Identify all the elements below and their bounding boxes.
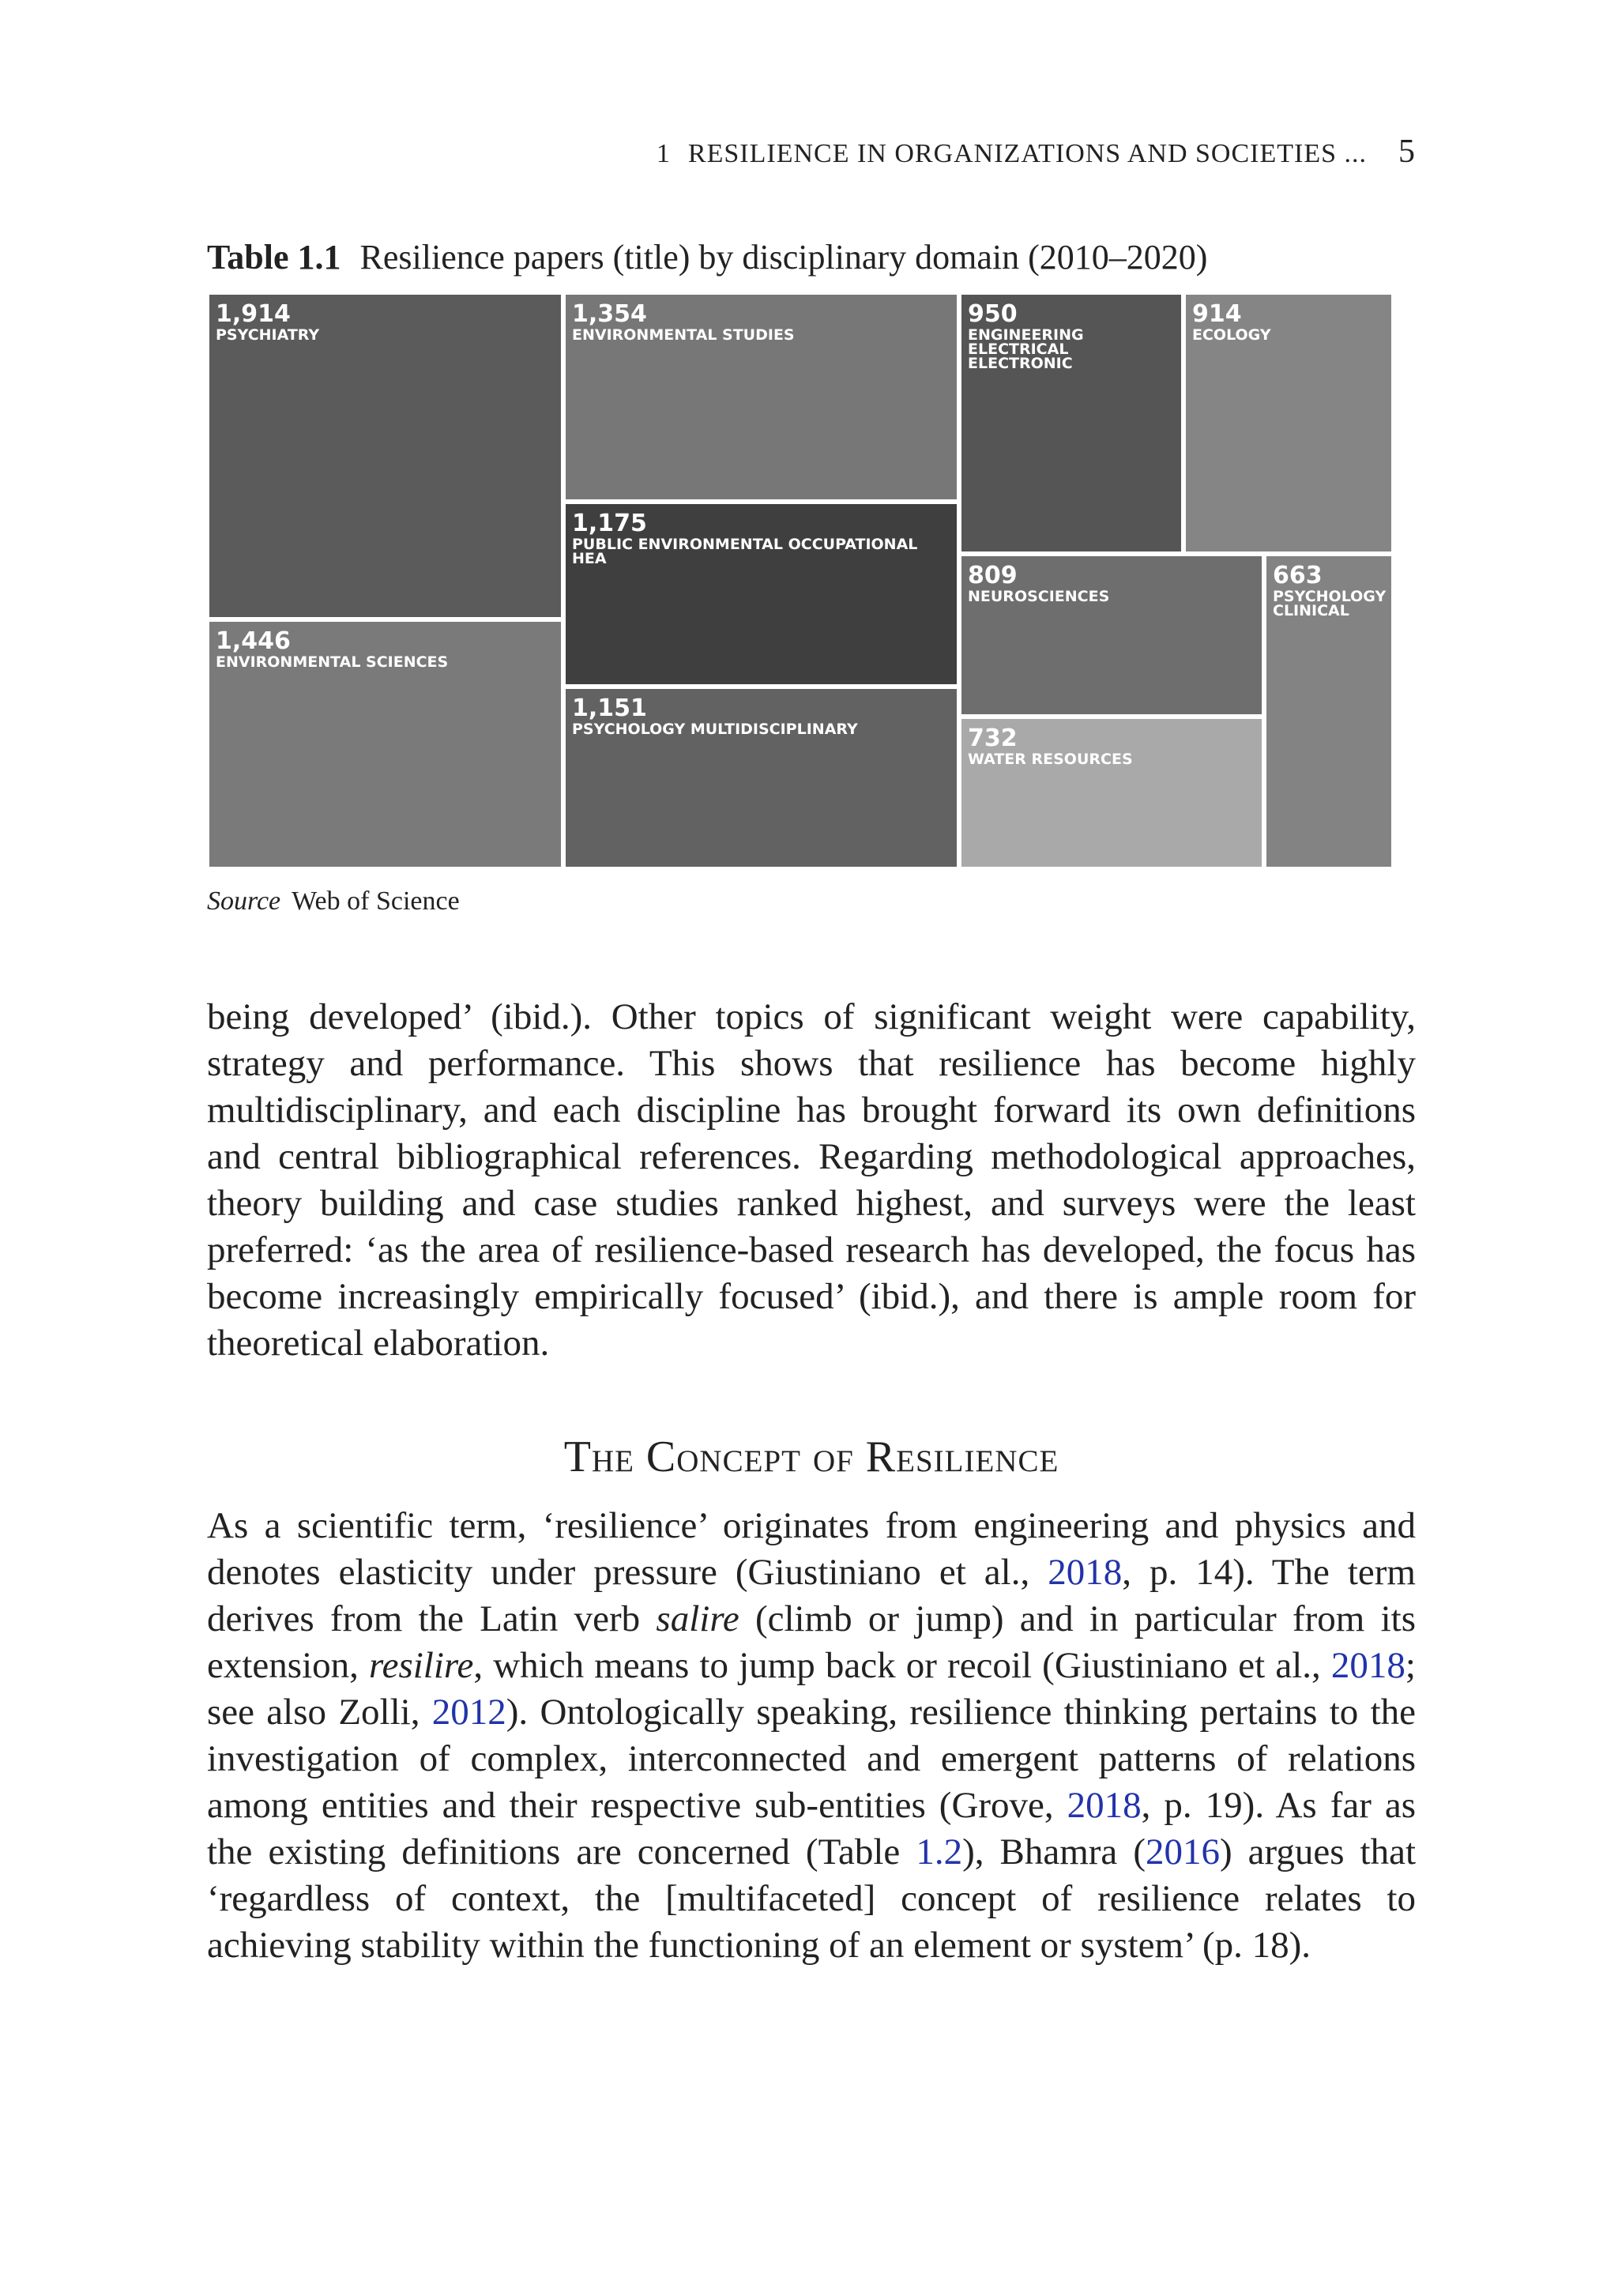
citation-link[interactable]: 2016 [1145,1831,1220,1873]
treemap-tile-value: 1,354 [572,300,647,328]
treemap-tile [959,554,1264,717]
treemap-tile-value: 732 [968,725,1018,752]
text-run: ) argues that ‘regardless of context, the [multifaceted] concept of resilience relates to achieving stability within the functioning of an element or system’ (p. 18). [207,1831,1416,1966]
chapter-number: 1 [656,139,671,168]
treemap-tile-label: PUBLIC ENVIRONMENTAL OCCUPATIONAL HEA [572,536,918,567]
treemap-tile [1264,554,1394,869]
table-reference-link[interactable]: 1.2 [916,1831,963,1873]
treemap-tile [1183,292,1394,554]
chapter-title: RESILIENCE IN ORGANIZATIONS AND SOCIETIES ... [687,139,1367,168]
treemap-tile-label: PSYCHIATRY [216,326,320,344]
treemap-tile-value: 809 [968,562,1018,589]
treemap-tile [563,292,959,502]
treemap-tile [207,619,563,869]
treemap-tile-label: PSYCHOLOGY MULTIDISCIPLINARY [572,721,858,738]
citation-link[interactable]: 2018 [1330,1645,1405,1686]
treemap-tile-label: NEUROSCIENCES [968,588,1110,605]
section-heading: The Concept of Resilience [563,1432,1059,1481]
treemap-tile [959,292,1183,554]
treemap-tile-label: WATER RESOURCES [968,751,1133,768]
running-head [207,133,1416,171]
text-run: ; see also Zolli, [207,1645,1416,1733]
table-caption [207,237,1207,277]
treemap-tile-value: 1,914 [216,300,291,328]
page-number: 5 [1398,134,1416,170]
body-paragraph-2 [207,1503,1416,1969]
treemap-tile [959,717,1264,869]
treemap-tile-value: 1,175 [572,510,647,537]
text-run: , which means to jump back or recoil (Giustiniano et al., [473,1645,1331,1686]
treemap-tile-value: 1,446 [216,627,291,655]
treemap-tile-label: ENVIRONMENTAL SCIENCES [216,653,449,671]
treemap-tile-value: 914 [1192,300,1242,328]
source-label: Source [207,886,281,916]
treemap-tile-label: PSYCHOLOGY CLINICAL [1273,588,1387,619]
citation-link[interactable]: 2018 [1048,1552,1123,1593]
text-run: ), Bhamra ( [962,1831,1146,1873]
text-run: As a scientific term, ‘resilience’ originates from engineering and physics and denotes elasticity under pressure (Giustiniano et al., [207,1505,1416,1593]
text-run: , p. 19). As far as the existing definitions are concerned (Table [207,1785,1417,1873]
treemap-tile-value: 663 [1273,562,1323,589]
italic-term: salire [656,1598,739,1639]
treemap-tile-value: 950 [968,300,1018,328]
text-run: (climb or jump) and in particular from its extension, [207,1598,1416,1686]
table-source [207,886,460,917]
treemap-tile [563,687,959,869]
citation-link[interactable]: 2018 [1067,1785,1142,1826]
treemap-tile-label: ENGINEERING ELECTRICAL ELECTRONIC [968,326,1084,372]
treemap-tile [207,292,563,619]
body-paragraph-1: being developed’ (ibid.). Other topics of significant weight were capability, strategy and performance. This shows that resilience has become highly multidisciplinary, and each discipline has brought forward its own definitions and central bibliographical references. Regarding methodological approaches, theory building and case studies ranked highest, and surveys were the least preferred: ‘as the area of resilience-based research has developed, the focus has become increasingly empirically focused’ (ibid.), and there is ample room for theoretical elaboration. [207,996,1416,1364]
treemap-tile-label: ENVIRONMENTAL STUDIES [572,326,795,344]
table-label: Table 1.1 [207,238,341,277]
treemap-tile-value: 1,151 [572,694,647,722]
treemap-tile [563,502,959,687]
treemap-tile-label: ECOLOGY [1192,326,1271,344]
treemap-chart [207,292,1394,869]
text-run: ). Ontologically speaking, resilience thinking pertains to the investigation of complex, interconnected and emergent patterns of relations among entities and their respective sub-entities (Grove, [207,1692,1416,1826]
citation-link[interactable]: 2012 [431,1692,506,1733]
source-text: Web of Science [292,886,460,916]
italic-term: resilire [369,1645,474,1686]
table-caption-text: Resilience papers (title) by disciplinary domain (2010–2020) [359,238,1208,277]
text-run: , p. 14). The term derives from the Latin verb [207,1552,1416,1639]
